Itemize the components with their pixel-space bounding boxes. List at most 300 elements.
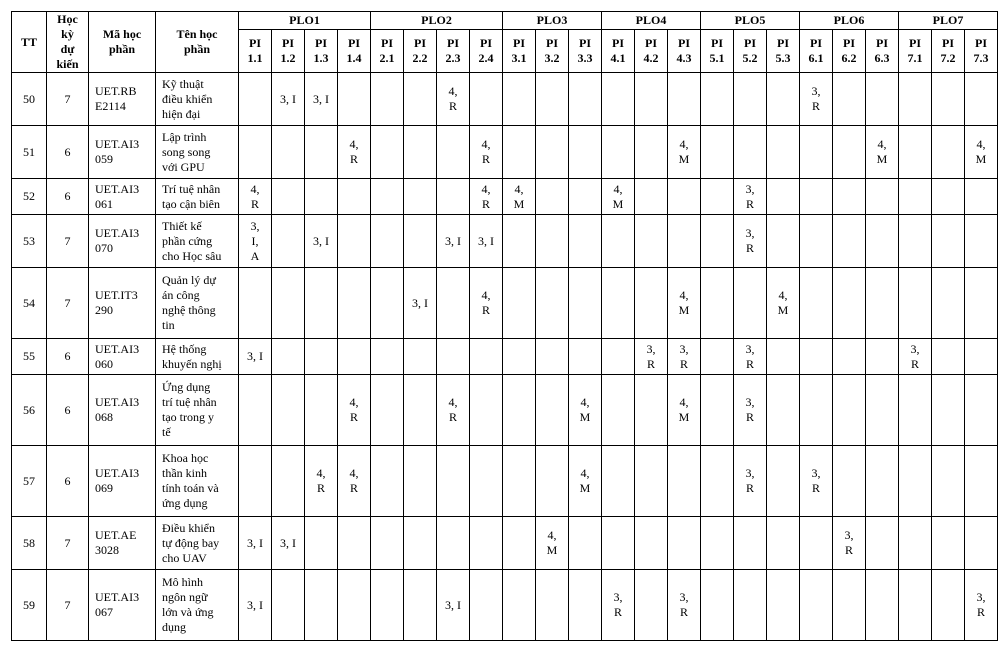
pi-cell <box>404 517 437 570</box>
pi-cell <box>866 268 899 339</box>
pi-cell <box>470 339 503 375</box>
pi-cell <box>701 570 734 641</box>
pi-cell: 4, R <box>239 179 272 215</box>
pi-cell <box>734 126 767 179</box>
header-plo6: PLO6 <box>800 12 899 30</box>
pi-cell <box>569 339 602 375</box>
pi-cell <box>800 126 833 179</box>
pi-cell <box>668 215 701 268</box>
pi-cell <box>503 215 536 268</box>
row-tt: 58 <box>12 517 47 570</box>
header-pi-1-3: PI 1.3 <box>305 30 338 73</box>
header-course-name: Tên học phần <box>156 12 239 73</box>
row-course-name: Ứng dụng trí tuệ nhân tạo trong y tế <box>156 375 239 446</box>
row-tt: 50 <box>12 73 47 126</box>
pi-cell <box>734 268 767 339</box>
pi-cell <box>965 268 998 339</box>
pi-cell <box>767 215 800 268</box>
pi-cell <box>371 517 404 570</box>
table-body <box>12 73 998 641</box>
row-course-code: UET.AI3 067 <box>89 570 156 641</box>
header-pi-1-2: PI 1.2 <box>272 30 305 73</box>
pi-cell <box>833 73 866 126</box>
pi-cell <box>272 215 305 268</box>
pi-cell <box>602 215 635 268</box>
pi-cell <box>635 268 668 339</box>
pi-cell <box>767 517 800 570</box>
pi-cell <box>503 126 536 179</box>
table-row <box>12 126 998 179</box>
pi-cell <box>635 446 668 517</box>
pi-cell <box>899 73 932 126</box>
pi-cell <box>569 73 602 126</box>
pi-cell <box>272 375 305 446</box>
pi-cell <box>800 517 833 570</box>
pi-cell: 4, R <box>338 126 371 179</box>
pi-cell: 4, R <box>470 179 503 215</box>
header-pi-6-3: PI 6.3 <box>866 30 899 73</box>
header-pi-6-1: PI 6.1 <box>800 30 833 73</box>
pi-cell: 4, M <box>767 268 800 339</box>
row-tt: 56 <box>12 375 47 446</box>
pi-cell <box>305 179 338 215</box>
header-pi-4-1: PI 4.1 <box>602 30 635 73</box>
header-pi-7-2: PI 7.2 <box>932 30 965 73</box>
pi-cell <box>404 570 437 641</box>
pi-cell <box>371 73 404 126</box>
pi-cell <box>437 517 470 570</box>
pi-cell <box>338 73 371 126</box>
pi-cell <box>767 446 800 517</box>
header-pi-5-3: PI 5.3 <box>767 30 800 73</box>
row-course-name: Lập trình song song với GPU <box>156 126 239 179</box>
pi-cell <box>536 446 569 517</box>
header-row-plo <box>12 12 998 30</box>
row-course-code: UET.AI3 069 <box>89 446 156 517</box>
pi-cell: 4, R <box>338 375 371 446</box>
pi-cell <box>932 375 965 446</box>
pi-cell <box>503 73 536 126</box>
pi-cell: 3, R <box>668 339 701 375</box>
pi-cell <box>569 179 602 215</box>
row-tt: 51 <box>12 126 47 179</box>
pi-cell <box>371 570 404 641</box>
header-pi-2-3: PI 2.3 <box>437 30 470 73</box>
pi-cell <box>569 268 602 339</box>
pi-cell <box>536 570 569 641</box>
pi-cell <box>404 126 437 179</box>
pi-cell: 3, I <box>305 73 338 126</box>
pi-cell <box>371 375 404 446</box>
pi-cell <box>701 215 734 268</box>
pi-cell <box>338 570 371 641</box>
pi-cell <box>602 446 635 517</box>
pi-cell <box>635 570 668 641</box>
pi-cell: 4, M <box>503 179 536 215</box>
pi-cell <box>602 517 635 570</box>
pi-cell: 3, I <box>272 73 305 126</box>
pi-cell: 4, M <box>668 268 701 339</box>
pi-cell <box>635 126 668 179</box>
row-semester: 6 <box>47 446 89 517</box>
pi-cell <box>800 215 833 268</box>
row-course-name: Quản lý dự án công nghệ thông tin <box>156 268 239 339</box>
pi-cell <box>239 126 272 179</box>
pi-cell <box>371 215 404 268</box>
pi-cell: 3, R <box>965 570 998 641</box>
pi-cell <box>668 179 701 215</box>
row-semester: 6 <box>47 126 89 179</box>
pi-cell <box>833 375 866 446</box>
pi-cell <box>734 517 767 570</box>
pi-cell: 4, M <box>668 375 701 446</box>
pi-cell <box>338 517 371 570</box>
pi-cell <box>899 375 932 446</box>
pi-cell <box>932 73 965 126</box>
header-pi-4-2: PI 4.2 <box>635 30 668 73</box>
pi-cell: 3, R <box>833 517 866 570</box>
pi-cell: 3, I, A <box>239 215 272 268</box>
pi-cell <box>602 339 635 375</box>
pi-cell: 3, I <box>404 268 437 339</box>
row-course-name: Thiết kế phần cứng cho Học sâu <box>156 215 239 268</box>
pi-cell: 4, R <box>470 126 503 179</box>
table-row <box>12 570 998 641</box>
pi-cell: 3, R <box>734 339 767 375</box>
row-semester: 6 <box>47 339 89 375</box>
pi-cell <box>866 570 899 641</box>
pi-cell: 3, R <box>734 179 767 215</box>
pi-cell <box>602 375 635 446</box>
row-tt: 55 <box>12 339 47 375</box>
pi-cell <box>338 339 371 375</box>
pi-cell <box>404 73 437 126</box>
pi-cell: 4, M <box>602 179 635 215</box>
header-plo4: PLO4 <box>602 12 701 30</box>
pi-cell <box>536 215 569 268</box>
pi-cell <box>701 179 734 215</box>
pi-cell: 3, R <box>734 215 767 268</box>
pi-cell <box>701 73 734 126</box>
pi-cell <box>965 73 998 126</box>
pi-cell <box>866 73 899 126</box>
pi-cell <box>371 339 404 375</box>
pi-cell <box>767 570 800 641</box>
pi-cell <box>635 215 668 268</box>
pi-cell <box>668 73 701 126</box>
pi-cell <box>800 375 833 446</box>
pi-cell: 3, R <box>635 339 668 375</box>
pi-cell <box>536 268 569 339</box>
pi-cell <box>239 268 272 339</box>
pi-cell <box>437 268 470 339</box>
pi-cell <box>734 73 767 126</box>
pi-cell <box>305 375 338 446</box>
row-course-name: Kỹ thuật điều khiển hiện đại <box>156 73 239 126</box>
header-pi-1-1: PI 1.1 <box>239 30 272 73</box>
pi-cell <box>272 446 305 517</box>
pi-cell <box>371 446 404 517</box>
pi-cell <box>833 126 866 179</box>
pi-cell <box>437 446 470 517</box>
pi-cell <box>866 339 899 375</box>
pi-cell <box>239 446 272 517</box>
header-pi-3-3: PI 3.3 <box>569 30 602 73</box>
row-tt: 54 <box>12 268 47 339</box>
pi-cell <box>536 339 569 375</box>
pi-cell <box>503 268 536 339</box>
table-row <box>12 215 998 268</box>
row-course-code: UET.RB E2114 <box>89 73 156 126</box>
pi-cell <box>965 446 998 517</box>
pi-cell: 3, I <box>437 570 470 641</box>
pi-cell <box>734 570 767 641</box>
pi-cell <box>800 339 833 375</box>
header-pi-2-1: PI 2.1 <box>371 30 404 73</box>
pi-cell <box>536 375 569 446</box>
header-pi-3-2: PI 3.2 <box>536 30 569 73</box>
pi-cell <box>866 517 899 570</box>
header-plo3: PLO3 <box>503 12 602 30</box>
pi-cell <box>932 179 965 215</box>
row-course-code: UET.AI3 061 <box>89 179 156 215</box>
pi-cell <box>767 73 800 126</box>
row-semester: 7 <box>47 73 89 126</box>
row-semester: 7 <box>47 268 89 339</box>
pi-cell <box>602 73 635 126</box>
pi-cell <box>899 517 932 570</box>
table-row <box>12 339 998 375</box>
pi-cell <box>701 375 734 446</box>
table-row <box>12 446 998 517</box>
pi-cell <box>635 517 668 570</box>
pi-cell <box>602 268 635 339</box>
row-course-code: UET.AI3 059 <box>89 126 156 179</box>
pi-cell <box>965 215 998 268</box>
pi-cell: 4, M <box>536 517 569 570</box>
pi-cell <box>899 446 932 517</box>
pi-cell: 4, M <box>668 126 701 179</box>
header-pi-2-2: PI 2.2 <box>404 30 437 73</box>
pi-cell <box>371 268 404 339</box>
table-row <box>12 73 998 126</box>
pi-cell: 4, R <box>338 446 371 517</box>
pi-cell <box>932 339 965 375</box>
pi-cell <box>272 268 305 339</box>
pi-cell <box>668 446 701 517</box>
pi-cell <box>503 570 536 641</box>
pi-cell <box>965 179 998 215</box>
pi-cell <box>800 268 833 339</box>
header-plo5: PLO5 <box>701 12 800 30</box>
row-semester: 7 <box>47 215 89 268</box>
pi-cell <box>371 179 404 215</box>
pi-cell: 4, M <box>569 446 602 517</box>
pi-cell: 3, R <box>800 446 833 517</box>
pi-cell <box>767 126 800 179</box>
pi-cell <box>503 375 536 446</box>
row-semester: 7 <box>47 517 89 570</box>
row-course-name: Mô hình ngôn ngữ lớn và ứng dụng <box>156 570 239 641</box>
pi-cell <box>866 375 899 446</box>
header-pi-4-3: PI 4.3 <box>668 30 701 73</box>
pi-cell <box>701 446 734 517</box>
pi-cell <box>569 126 602 179</box>
pi-cell <box>899 126 932 179</box>
pi-cell <box>701 339 734 375</box>
pi-cell <box>272 570 305 641</box>
pi-cell: 3, I <box>239 517 272 570</box>
pi-cell <box>833 179 866 215</box>
pi-cell <box>470 73 503 126</box>
pi-cell <box>305 126 338 179</box>
header-pi-2-4: PI 2.4 <box>470 30 503 73</box>
pi-cell <box>404 179 437 215</box>
pi-cell <box>701 126 734 179</box>
pi-cell <box>701 517 734 570</box>
row-tt: 53 <box>12 215 47 268</box>
pi-cell <box>503 517 536 570</box>
pi-cell <box>536 126 569 179</box>
pi-cell <box>767 179 800 215</box>
pi-cell <box>635 179 668 215</box>
pi-cell: 3, R <box>734 375 767 446</box>
pi-cell <box>569 517 602 570</box>
pi-cell <box>668 517 701 570</box>
pi-cell <box>470 570 503 641</box>
pi-cell <box>437 126 470 179</box>
row-course-name: Khoa học thần kinh tính toán và ứng dụng <box>156 446 239 517</box>
header-course-code: Mã học phần <box>89 12 156 73</box>
header-plo1: PLO1 <box>239 12 371 30</box>
pi-cell <box>305 268 338 339</box>
pi-cell: 4, M <box>569 375 602 446</box>
pi-cell <box>305 570 338 641</box>
pi-cell: 4, R <box>437 375 470 446</box>
pi-cell <box>866 179 899 215</box>
row-semester: 6 <box>47 179 89 215</box>
pi-cell <box>272 179 305 215</box>
pi-cell: 3, I <box>239 570 272 641</box>
row-tt: 57 <box>12 446 47 517</box>
pi-cell <box>899 268 932 339</box>
table-row <box>12 179 998 215</box>
header-pi-5-1: PI 5.1 <box>701 30 734 73</box>
pi-cell: 4, R <box>437 73 470 126</box>
pi-cell <box>767 375 800 446</box>
table-row <box>12 517 998 570</box>
header-pi-1-4: PI 1.4 <box>338 30 371 73</box>
pi-cell <box>866 446 899 517</box>
pi-cell <box>932 570 965 641</box>
pi-cell: 3, I <box>437 215 470 268</box>
pi-cell <box>701 268 734 339</box>
row-course-code: UET.AI3 060 <box>89 339 156 375</box>
row-course-code: UET.IT3 290 <box>89 268 156 339</box>
pi-cell <box>338 215 371 268</box>
pi-cell <box>338 179 371 215</box>
pi-cell: 4, R <box>305 446 338 517</box>
header-plo2: PLO2 <box>371 12 503 30</box>
pi-cell <box>899 179 932 215</box>
pi-cell: 3, I <box>305 215 338 268</box>
pi-cell <box>602 126 635 179</box>
row-course-name: Điều khiển tự động bay cho UAV <box>156 517 239 570</box>
pi-cell <box>404 339 437 375</box>
pi-cell <box>833 339 866 375</box>
pi-cell <box>932 268 965 339</box>
pi-cell: 4, M <box>866 126 899 179</box>
pi-cell: 3, I <box>239 339 272 375</box>
pi-cell <box>371 126 404 179</box>
pi-cell <box>305 517 338 570</box>
pi-cell <box>899 215 932 268</box>
header-plo7: PLO7 <box>899 12 998 30</box>
pi-cell <box>965 339 998 375</box>
pi-cell <box>272 339 305 375</box>
row-course-code: UET.AE 3028 <box>89 517 156 570</box>
row-tt: 52 <box>12 179 47 215</box>
pi-cell <box>899 570 932 641</box>
pi-cell <box>833 570 866 641</box>
pi-cell <box>503 446 536 517</box>
header-pi-7-3: PI 7.3 <box>965 30 998 73</box>
pi-cell <box>932 126 965 179</box>
pi-cell <box>866 215 899 268</box>
pi-cell <box>635 375 668 446</box>
row-course-code: UET.AI3 068 <box>89 375 156 446</box>
pi-cell <box>833 268 866 339</box>
pi-cell: 4, R <box>470 268 503 339</box>
row-course-name: Hệ thống khuyến nghị <box>156 339 239 375</box>
pi-cell <box>569 570 602 641</box>
plo-mapping-table <box>11 11 998 641</box>
pi-cell <box>833 446 866 517</box>
pi-cell <box>404 375 437 446</box>
pi-cell: 3, I <box>470 215 503 268</box>
pi-cell: 3, R <box>668 570 701 641</box>
pi-cell <box>470 446 503 517</box>
header-tt: TT <box>12 12 47 73</box>
header-pi-3-1: PI 3.1 <box>503 30 536 73</box>
pi-cell <box>536 73 569 126</box>
pi-cell <box>503 339 536 375</box>
pi-cell <box>338 268 371 339</box>
pi-cell <box>404 215 437 268</box>
pi-cell <box>932 446 965 517</box>
pi-cell: 3, R <box>899 339 932 375</box>
header-pi-5-2: PI 5.2 <box>734 30 767 73</box>
pi-cell <box>404 446 437 517</box>
pi-cell: 3, R <box>602 570 635 641</box>
row-semester: 6 <box>47 375 89 446</box>
pi-cell: 4, M <box>965 126 998 179</box>
pi-cell <box>965 517 998 570</box>
pi-cell: 3, R <box>800 73 833 126</box>
row-course-name: Trí tuệ nhân tạo cận biên <box>156 179 239 215</box>
header-semester: Học kỳ dự kiến <box>47 12 89 73</box>
table-row <box>12 268 998 339</box>
pi-cell <box>932 517 965 570</box>
pi-cell: 3, I <box>272 517 305 570</box>
pi-cell <box>239 375 272 446</box>
pi-cell <box>635 73 668 126</box>
pi-cell <box>536 179 569 215</box>
pi-cell <box>470 517 503 570</box>
table-row <box>12 375 998 446</box>
pi-cell <box>965 375 998 446</box>
pi-cell <box>437 179 470 215</box>
